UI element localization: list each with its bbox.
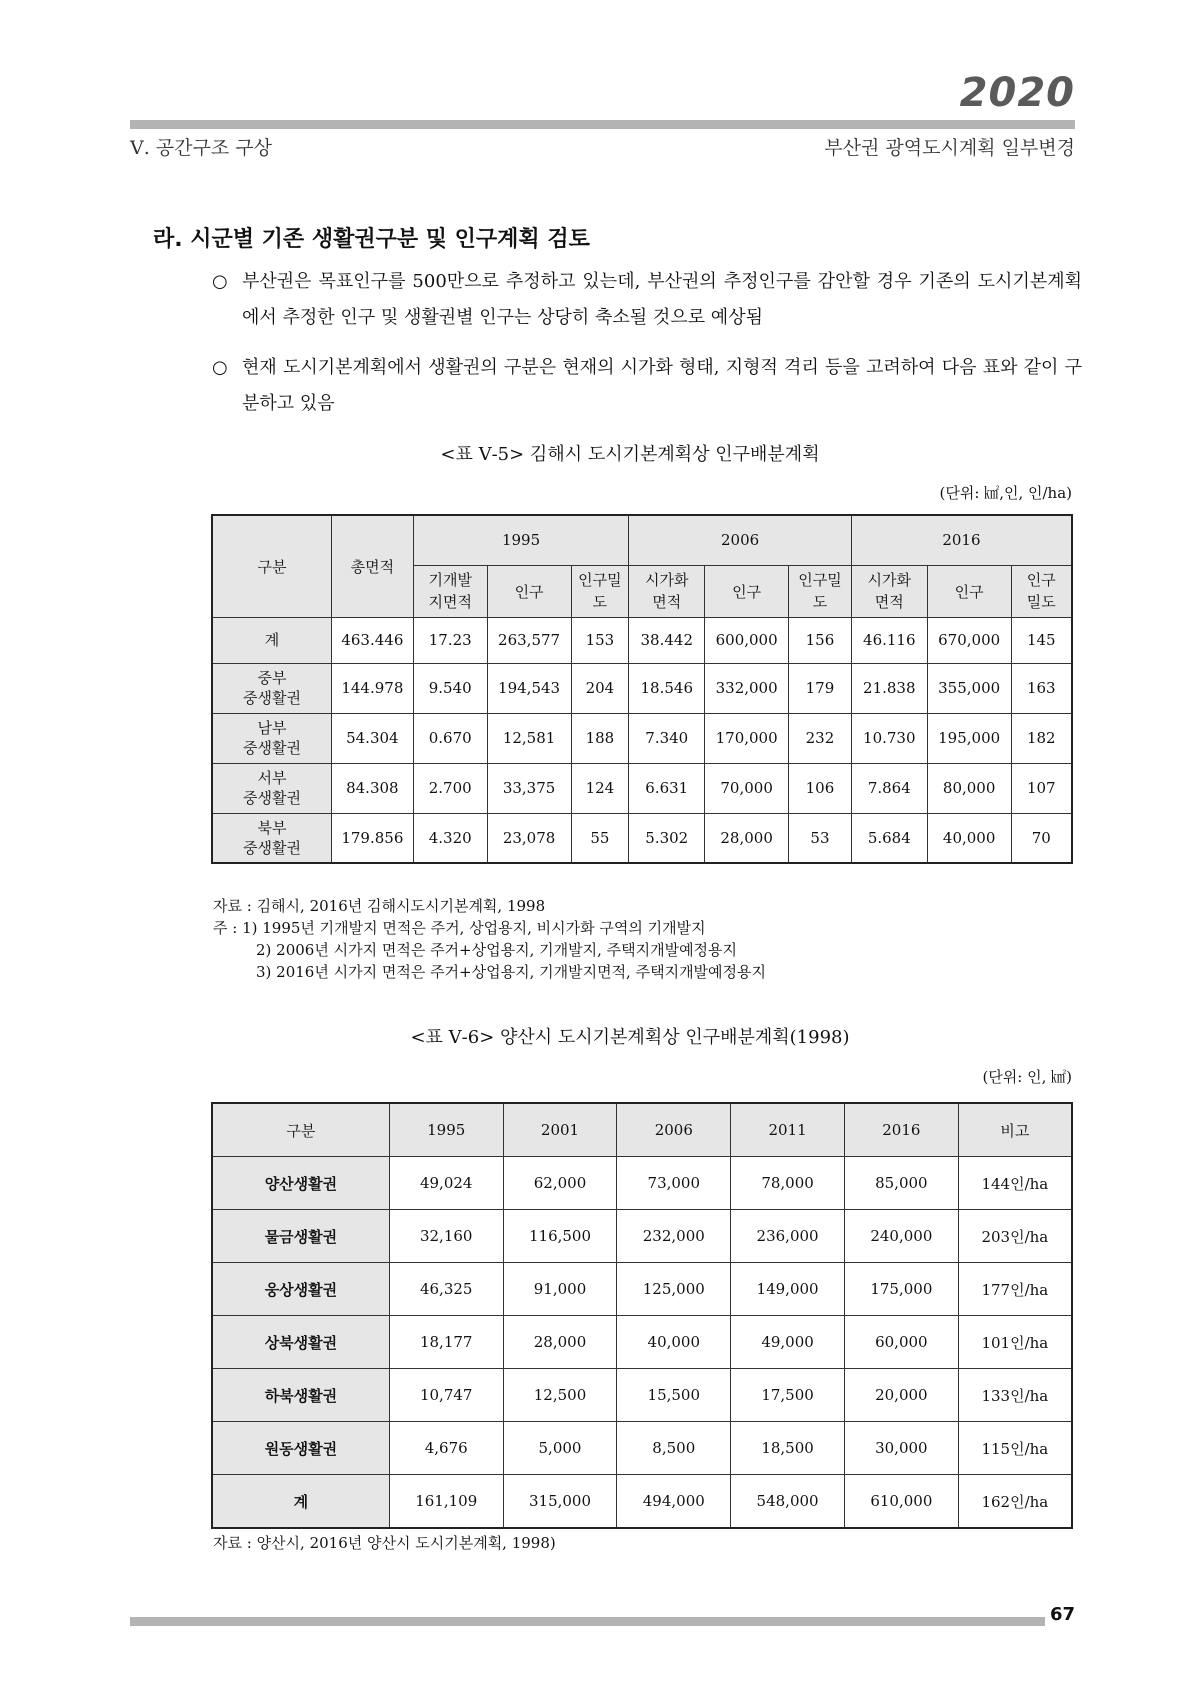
table-row <box>212 617 1072 663</box>
chapter-header: Ⅴ. 공간구조 구상 <box>130 137 272 159</box>
table-cell: 9.540 <box>413 663 487 713</box>
table-cell: 54.304 <box>331 713 413 763</box>
column-header: 2011 <box>731 1103 845 1157</box>
table-row <box>212 663 1072 713</box>
table-cell: 21.838 <box>851 663 927 713</box>
column-header: 2006 <box>617 1103 731 1157</box>
row-label: 상북생활권 <box>212 1316 389 1369</box>
table-cell: 84.308 <box>331 763 413 813</box>
table-cell: 106 <box>789 763 852 813</box>
subheader: 인구 <box>487 565 571 617</box>
section-title: 라. 시군별 기존 생활권구분 및 인구계획 검토 <box>153 227 590 252</box>
table-cell: 10,747 <box>389 1369 503 1422</box>
row-label: 하북생활권 <box>212 1369 389 1422</box>
table2-unit: (단위: 인, ㎢) <box>982 1068 1072 1086</box>
table-cell: 170,000 <box>705 713 789 763</box>
row-label: 원동생활권 <box>212 1422 389 1475</box>
table-cell: 355,000 <box>927 663 1011 713</box>
gimhae-population-table <box>211 514 1073 864</box>
column-header: 구분 <box>212 1103 389 1157</box>
table-cell: 125,000 <box>617 1263 731 1316</box>
table-cell: 40,000 <box>927 813 1011 863</box>
table1-note: 2) 2006년 시가지 면적은 주거+상업용지, 기개발지, 주택지개발예정용지 <box>256 941 738 959</box>
table-row <box>212 1316 1072 1369</box>
table1-source: 자료 : 김해시, 2016년 김해시도시기본계획, 1998 <box>213 897 546 915</box>
table-row <box>212 1422 1072 1475</box>
table-cell: 55 <box>571 813 629 863</box>
table-cell: 17,500 <box>731 1369 845 1422</box>
row-label: 물금생활권 <box>212 1210 389 1263</box>
table-cell: 5.302 <box>629 813 705 863</box>
table-row <box>212 763 1072 813</box>
table-cell: 6.631 <box>629 763 705 813</box>
subheader: 인구 <box>927 565 1011 617</box>
table-cell: 8,500 <box>617 1422 731 1475</box>
bottom-rule <box>130 1617 1045 1626</box>
header-year: 2006 <box>629 515 852 565</box>
table-cell: 32,160 <box>389 1210 503 1263</box>
table-cell: 4,676 <box>389 1422 503 1475</box>
table1-caption: <표 Ⅴ-5> 김해시 도시기본계획상 인구배분계획 <box>440 444 820 465</box>
table-cell: 156 <box>789 617 852 663</box>
table-cell: 115인/ha <box>958 1422 1072 1475</box>
column-header: 2001 <box>503 1103 617 1157</box>
table-cell: 232 <box>789 713 852 763</box>
table-cell: 12,500 <box>503 1369 617 1422</box>
table-cell: 78,000 <box>731 1157 845 1210</box>
bullet-text: 현재 도시기본계획에서 생활권의 구분은 현재의 시가화 형태, 지형적 격리 등을 고려하여 다음 표와 같이 구분하고 있음 <box>242 357 1082 414</box>
table-cell: 116,500 <box>503 1210 617 1263</box>
table-cell: 70,000 <box>705 763 789 813</box>
table-cell: 30,000 <box>844 1422 958 1475</box>
table-cell: 20,000 <box>844 1369 958 1422</box>
table-cell: 182 <box>1011 713 1072 763</box>
row-label: 중부 중생활권 <box>212 663 331 713</box>
table-cell: 18.546 <box>629 663 705 713</box>
table-cell: 161,109 <box>389 1475 503 1529</box>
table-cell: 12,581 <box>487 713 571 763</box>
table-cell: 188 <box>571 713 629 763</box>
column-header: 2016 <box>844 1103 958 1157</box>
table-cell: 263,577 <box>487 617 571 663</box>
table-cell: 153 <box>571 617 629 663</box>
table-cell: 28,000 <box>503 1316 617 1369</box>
row-label: 서부 중생활권 <box>212 763 331 813</box>
row-label: 계 <box>212 1475 389 1529</box>
table-cell: 195,000 <box>927 713 1011 763</box>
bullet-paragraph <box>212 350 1082 422</box>
table-cell: 124 <box>571 763 629 813</box>
table-cell: 7.864 <box>851 763 927 813</box>
header-year: 2016 <box>851 515 1072 565</box>
table-cell: 315,000 <box>503 1475 617 1529</box>
table-cell: 28,000 <box>705 813 789 863</box>
table-cell: 494,000 <box>617 1475 731 1529</box>
column-header: 1995 <box>389 1103 503 1157</box>
row-label: 남부 중생활권 <box>212 713 331 763</box>
table-cell: 7.340 <box>629 713 705 763</box>
table-cell: 162인/ha <box>958 1475 1072 1529</box>
table-cell: 236,000 <box>731 1210 845 1263</box>
table-cell: 40,000 <box>617 1316 731 1369</box>
table-cell: 600,000 <box>705 617 789 663</box>
table-cell: 46,325 <box>389 1263 503 1316</box>
table-cell: 15,500 <box>617 1369 731 1422</box>
table-cell: 670,000 <box>927 617 1011 663</box>
table-cell: 145 <box>1011 617 1072 663</box>
table-cell: 133인/ha <box>958 1369 1072 1422</box>
top-rule <box>130 120 1075 129</box>
table-cell: 101인/ha <box>958 1316 1072 1369</box>
table-cell: 232,000 <box>617 1210 731 1263</box>
table-cell: 18,500 <box>731 1422 845 1475</box>
bullet-text: 부산권은 목표인구를 500만으로 추정하고 있는데, 부산권의 추정인구를 감안할 경우 기존의 도시기본계획에서 추정한 인구 및 생활권별 인구는 상당히 축소될 것으로 예상됨 <box>242 271 1082 328</box>
table-cell: 149,000 <box>731 1263 845 1316</box>
table-cell: 5,000 <box>503 1422 617 1475</box>
table-cell: 53 <box>789 813 852 863</box>
table-cell: 85,000 <box>844 1157 958 1210</box>
subheader: 인구 밀도 <box>1011 565 1072 617</box>
row-label: 북부 중생활권 <box>212 813 331 863</box>
subheader: 기개발 지면적 <box>413 565 487 617</box>
table-cell: 73,000 <box>617 1157 731 1210</box>
table-cell: 548,000 <box>731 1475 845 1529</box>
table-cell: 177인/ha <box>958 1263 1072 1316</box>
table-cell: 163 <box>1011 663 1072 713</box>
bullet-mark: ○ <box>212 271 228 292</box>
column-header: 비고 <box>958 1103 1072 1157</box>
table-cell: 179 <box>789 663 852 713</box>
table-cell: 5.684 <box>851 813 927 863</box>
table-cell: 2.700 <box>413 763 487 813</box>
table-cell: 194,543 <box>487 663 571 713</box>
bullet-paragraph <box>212 264 1082 336</box>
table-cell: 240,000 <box>844 1210 958 1263</box>
table-cell: 204 <box>571 663 629 713</box>
table-row <box>212 1475 1072 1529</box>
table-cell: 70 <box>1011 813 1072 863</box>
table-row <box>212 713 1072 763</box>
table-cell: 610,000 <box>844 1475 958 1529</box>
page-number: 67 <box>1049 1604 1075 1625</box>
table1-note: 3) 2016년 시가지 면적은 주거+상업용지, 기개발지면적, 주택지개발예정용지 <box>256 963 767 981</box>
subheader: 시가화 면적 <box>629 565 705 617</box>
row-label: 계 <box>212 617 331 663</box>
table-cell: 144.978 <box>331 663 413 713</box>
table-cell: 175,000 <box>844 1263 958 1316</box>
table-cell: 18,177 <box>389 1316 503 1369</box>
table-cell: 49,000 <box>731 1316 845 1369</box>
yangsan-population-table <box>211 1102 1073 1529</box>
table-cell: 38.442 <box>629 617 705 663</box>
table-row <box>212 1369 1072 1422</box>
table-cell: 17.23 <box>413 617 487 663</box>
table-row <box>212 1157 1072 1210</box>
table1-note: 주 : 1) 1995년 기개발지 면적은 주거, 상업용지, 비시가화 구역의 기개발지 <box>213 919 706 937</box>
table-cell: 463.446 <box>331 617 413 663</box>
table-cell: 49,024 <box>389 1157 503 1210</box>
table-cell: 46.116 <box>851 617 927 663</box>
table-cell: 60,000 <box>844 1316 958 1369</box>
subheader: 시가화 면적 <box>851 565 927 617</box>
table-cell: 179.856 <box>331 813 413 863</box>
table-cell: 203인/ha <box>958 1210 1072 1263</box>
subheader: 인구 <box>705 565 789 617</box>
table-cell: 33,375 <box>487 763 571 813</box>
table-cell: 62,000 <box>503 1157 617 1210</box>
table-cell: 80,000 <box>927 763 1011 813</box>
header-gubun: 구분 <box>212 515 331 617</box>
table-cell: 332,000 <box>705 663 789 713</box>
subheader: 인구밀 도 <box>789 565 852 617</box>
table2-caption: <표 Ⅴ-6> 양산시 도시기본계획상 인구배분계획(1998) <box>410 1027 850 1048</box>
table-row <box>212 1263 1072 1316</box>
table-cell: 4.320 <box>413 813 487 863</box>
table-cell: 144인/ha <box>958 1157 1072 1210</box>
table-row <box>212 1210 1072 1263</box>
table1-notes <box>213 895 766 983</box>
subheader: 인구밀 도 <box>571 565 629 617</box>
row-label: 웅상생활권 <box>212 1263 389 1316</box>
bullet-mark: ○ <box>212 357 228 378</box>
table-cell: 23,078 <box>487 813 571 863</box>
row-label: 양산생활권 <box>212 1157 389 1210</box>
table1-unit: (단위: ㎢,인, 인/ha) <box>939 484 1072 502</box>
table2-source: 자료 : 양산시, 2016년 양산시 도시기본계획, 1998) <box>213 1534 556 1552</box>
table-row <box>212 813 1072 863</box>
table-cell: 0.670 <box>413 713 487 763</box>
table-cell: 107 <box>1011 763 1072 813</box>
header-year: 1995 <box>413 515 629 565</box>
header-total-area: 총면적 <box>331 515 413 617</box>
table-cell: 91,000 <box>503 1263 617 1316</box>
table-cell: 10.730 <box>851 713 927 763</box>
document-title-header: 부산권 광역도시계획 일부변경 <box>824 137 1075 159</box>
edition-year: 2020 <box>959 70 1075 116</box>
